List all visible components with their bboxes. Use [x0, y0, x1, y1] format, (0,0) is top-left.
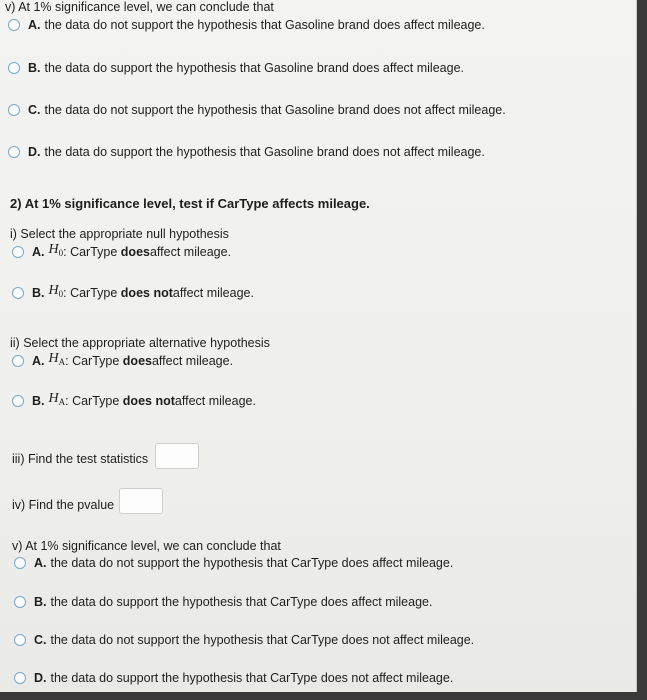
option-text-post: affect mileage. — [149, 244, 232, 259]
radio-button[interactable] — [12, 287, 24, 299]
conclusion-prompt: v) At 1% significance level, we can conclude that — [12, 539, 281, 553]
hypothesis-symbol: $H_A$ — [48, 391, 66, 407]
option-text: the data do support the hypothesis that CarType does not affect mileage. — [50, 671, 454, 685]
option-letter: B. — [32, 285, 45, 300]
pvalue-label: iv) Find the pvalue — [12, 498, 115, 512]
radio-button[interactable] — [8, 146, 20, 158]
option-text-pre: : CarType — [65, 353, 120, 368]
hypothesis-symbol: $H_A$ — [48, 351, 66, 367]
option-text-emphasis: does not — [120, 285, 173, 300]
option-text: the data do not support the hypothesis that CarType does not affect mileage. — [50, 633, 475, 647]
alt-option-a[interactable] — [12, 351, 233, 370]
option-letter: A. — [32, 353, 45, 368]
option-text-post: affect mileage. — [172, 285, 254, 300]
option-letter: C. — [28, 103, 41, 117]
option-text: the data do support the hypothesis that CarType does affect mileage. — [50, 595, 433, 609]
conclusion-option-c[interactable] — [14, 632, 474, 648]
radio-button[interactable] — [8, 19, 20, 31]
test-statistic-label: iii) Find the test statistics — [12, 452, 149, 466]
part1-option-d[interactable] — [8, 144, 485, 160]
radio-button[interactable] — [12, 395, 24, 407]
null-hypothesis-prompt: i) Select the appropriate null hypothesis — [10, 227, 229, 241]
option-text: the data do not support the hypothesis that CarType does affect mileage. — [50, 556, 454, 570]
radio-button[interactable] — [12, 246, 24, 258]
hypothesis-symbol: $H_0$ — [48, 242, 64, 258]
conclusion-option-d[interactable] — [14, 670, 453, 686]
radio-button[interactable] — [14, 596, 26, 608]
option-text-post: affect mileage. — [174, 393, 256, 408]
option-letter: C. — [34, 633, 47, 647]
part1-option-a[interactable] — [8, 17, 485, 33]
option-letter: B. — [32, 393, 45, 408]
test-statistic-input[interactable] — [155, 443, 199, 469]
alternative-hypothesis-prompt: ii) Select the appropriate alternative hypothesis — [10, 336, 270, 350]
option-text-emphasis: does not — [122, 393, 175, 408]
null-option-a[interactable] — [12, 242, 231, 261]
option-text-pre: : CarType — [65, 393, 120, 408]
option-letter: D. — [34, 671, 47, 685]
radio-button[interactable] — [14, 557, 26, 569]
option-letter: B. — [28, 61, 41, 75]
option-text-pre: : CarType — [63, 244, 118, 259]
part1-option-c[interactable] — [8, 102, 506, 118]
null-option-b[interactable] — [12, 283, 254, 302]
alt-option-b[interactable] — [12, 391, 256, 410]
conclusion-option-a[interactable] — [14, 555, 453, 571]
part1-option-b[interactable] — [8, 60, 464, 76]
option-letter: A. — [34, 556, 47, 570]
option-letter: A. — [28, 18, 41, 32]
radio-button[interactable] — [8, 104, 20, 116]
option-text-post: affect mileage. — [151, 353, 234, 368]
option-text: the data do not support the hypothesis that Gasoline brand does not affect mileage. — [44, 103, 506, 117]
option-text: the data do support the hypothesis that Gasoline brand does not affect mileage. — [44, 145, 485, 159]
option-letter: B. — [34, 595, 47, 609]
radio-button[interactable] — [12, 355, 24, 367]
option-text: the data do support the hypothesis that Gasoline brand does affect mileage. — [44, 61, 464, 75]
radio-button[interactable] — [14, 634, 26, 646]
option-text-pre: : CarType — [63, 285, 118, 300]
option-letter: D. — [28, 145, 41, 159]
part1-conclusion-prompt: v) At 1% significance level, we can conclude that — [5, 0, 274, 14]
radio-button[interactable] — [14, 672, 26, 684]
radio-button[interactable] — [8, 62, 20, 74]
option-letter: A. — [32, 244, 45, 259]
question2-heading: 2) At 1% significance level, test if CarType affects mileage. — [10, 196, 370, 211]
hypothesis-symbol: $H_0$ — [48, 283, 64, 299]
option-text-emphasis: does — [120, 244, 150, 259]
conclusion-option-b[interactable] — [14, 594, 432, 610]
option-text: the data do not support the hypothesis that Gasoline brand does affect mileage. — [44, 18, 485, 32]
pvalue-input[interactable] — [119, 488, 163, 514]
option-text-emphasis: does — [122, 353, 152, 368]
